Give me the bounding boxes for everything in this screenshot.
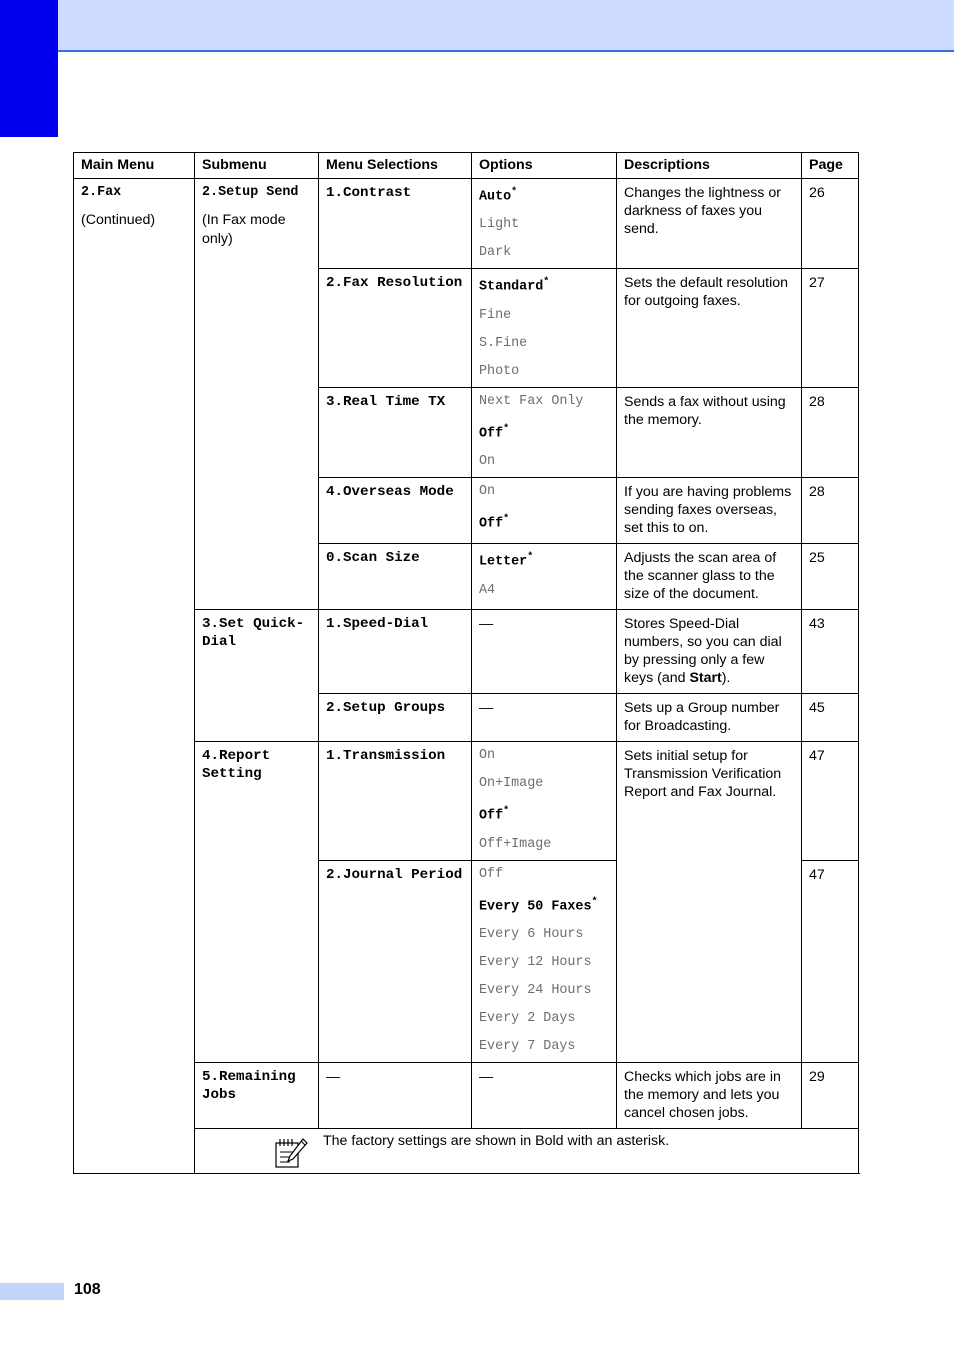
options-overseas-mode bbox=[472, 478, 617, 544]
description-text: Stores Speed-Dial numbers, so you can dial by pressing only a few keys (and bbox=[624, 616, 782, 687]
options-real-time-tx bbox=[472, 387, 617, 477]
note-pencil-icon bbox=[273, 1135, 309, 1174]
description-setup-groups: Sets up a Group number for Broadcasting. bbox=[617, 694, 802, 742]
option: Light bbox=[479, 217, 520, 233]
options-scan-size bbox=[472, 544, 617, 610]
footnote-cell bbox=[195, 1129, 859, 1174]
description-report-setting: Sets initial setup for Transmission Verification Report and Fax Journal. bbox=[617, 742, 802, 1063]
description-real-time-tx: Sends a fax without using the memory. bbox=[617, 387, 802, 477]
option: Every 6 Hours bbox=[479, 927, 584, 943]
page-setup-groups: 45 bbox=[802, 694, 859, 742]
option: On+Image bbox=[479, 776, 544, 792]
description-speed-dial bbox=[617, 610, 802, 694]
description-overseas-mode: If you are having problems sending faxes overseas, set this to on. bbox=[617, 478, 802, 544]
option: Standard * bbox=[479, 274, 610, 296]
option: On bbox=[479, 748, 496, 764]
header-row bbox=[74, 153, 859, 179]
selection-contrast: 1.Contrast bbox=[319, 179, 472, 269]
option: Off * bbox=[479, 803, 610, 825]
table-row bbox=[74, 179, 859, 269]
submenu-report-setting: 4.Report Setting bbox=[195, 742, 319, 1063]
options-remaining-jobs: — bbox=[472, 1063, 617, 1129]
option: S.Fine bbox=[479, 335, 528, 351]
footer-tab bbox=[0, 1283, 64, 1300]
option: Next Fax Only bbox=[479, 393, 584, 409]
col-options: Options bbox=[472, 153, 617, 179]
selection-real-time-tx: 3.Real Time TX bbox=[319, 387, 472, 477]
option: On bbox=[479, 484, 496, 500]
option: Off bbox=[479, 866, 504, 882]
main-menu-label: 2.Fax bbox=[81, 185, 122, 200]
page-scan-size: 25 bbox=[802, 544, 859, 610]
header-band bbox=[0, 0, 954, 52]
col-page: Page bbox=[802, 153, 859, 179]
main-menu-cell bbox=[74, 179, 195, 1174]
selection-setup-groups: 2.Setup Groups bbox=[319, 694, 472, 742]
description-fax-resolution: Sets the default resolution for outgoing faxes. bbox=[617, 269, 802, 387]
page-transmission: 47 bbox=[802, 742, 859, 860]
main-menu-note: (Continued) bbox=[81, 212, 156, 228]
selection-fax-resolution: 2.Fax Resolution bbox=[319, 269, 472, 387]
chapter-tab bbox=[0, 0, 58, 137]
options-speed-dial: — bbox=[472, 610, 617, 694]
selection-scan-size: 0.Scan Size bbox=[319, 544, 472, 610]
option: Letter * bbox=[479, 549, 610, 571]
description-text: ). bbox=[721, 670, 731, 687]
option: Dark bbox=[479, 245, 512, 261]
col-menu-selections: Menu Selections bbox=[319, 153, 472, 179]
col-descriptions: Descriptions bbox=[617, 153, 802, 179]
selection-journal-period: 2.Journal Period bbox=[319, 860, 472, 1062]
footnote-text: The factory settings are shown in Bold with an asterisk. bbox=[323, 1133, 670, 1150]
description-remaining-jobs: Checks which jobs are in the memory and lets you cancel chosen jobs. bbox=[617, 1063, 802, 1129]
description-scan-size: Adjusts the scan area of the scanner glass to the size of the document. bbox=[617, 544, 802, 610]
col-submenu: Submenu bbox=[195, 153, 319, 179]
option: Fine bbox=[479, 307, 512, 323]
selection-remaining-jobs: — bbox=[319, 1063, 472, 1129]
page-remaining-jobs: 29 bbox=[802, 1063, 859, 1129]
submenu-set-quick-dial: 3.Set Quick-Dial bbox=[195, 610, 319, 742]
option: Every 24 Hours bbox=[479, 983, 592, 999]
page-speed-dial: 43 bbox=[802, 610, 859, 694]
start-key-label: Start bbox=[689, 670, 722, 687]
page-fax-resolution: 27 bbox=[802, 269, 859, 387]
page-journal-period: 47 bbox=[802, 860, 859, 1062]
option: Every 2 Days bbox=[479, 1011, 576, 1027]
menu-table bbox=[73, 152, 859, 1174]
selection-overseas-mode: 4.Overseas Mode bbox=[319, 478, 472, 544]
option: Every 7 Days bbox=[479, 1039, 576, 1055]
option: On bbox=[479, 454, 496, 470]
selection-speed-dial: 1.Speed-Dial bbox=[319, 610, 472, 694]
col-main-menu: Main Menu bbox=[74, 153, 195, 179]
option: A4 bbox=[479, 582, 496, 598]
options-journal-period bbox=[472, 860, 617, 1062]
option: Auto * bbox=[479, 184, 610, 206]
option: Every 12 Hours bbox=[479, 955, 592, 971]
option: Photo bbox=[479, 363, 520, 379]
page-number: 108 bbox=[74, 1281, 101, 1298]
option: Off * bbox=[479, 511, 610, 533]
option: Every 50 Faxes * bbox=[479, 894, 610, 916]
submenu-label: 2.Setup Send bbox=[202, 185, 299, 200]
description-contrast: Changes the lightness or darkness of faxes you send. bbox=[617, 179, 802, 269]
options-setup-groups: — bbox=[472, 694, 617, 742]
options-fax-resolution bbox=[472, 269, 617, 387]
option: Off+Image bbox=[479, 836, 552, 852]
submenu-remaining-jobs: 5.Remaining Jobs bbox=[195, 1063, 319, 1129]
option: Off * bbox=[479, 421, 610, 443]
submenu-setup-send bbox=[195, 179, 319, 610]
selection-transmission: 1.Transmission bbox=[319, 742, 472, 860]
page-overseas-mode: 28 bbox=[802, 478, 859, 544]
options-transmission bbox=[472, 742, 617, 860]
submenu-note: (In Fax mode only) bbox=[202, 212, 286, 247]
page-contrast: 26 bbox=[802, 179, 859, 269]
options-contrast bbox=[472, 179, 617, 269]
page-real-time-tx: 28 bbox=[802, 387, 859, 477]
